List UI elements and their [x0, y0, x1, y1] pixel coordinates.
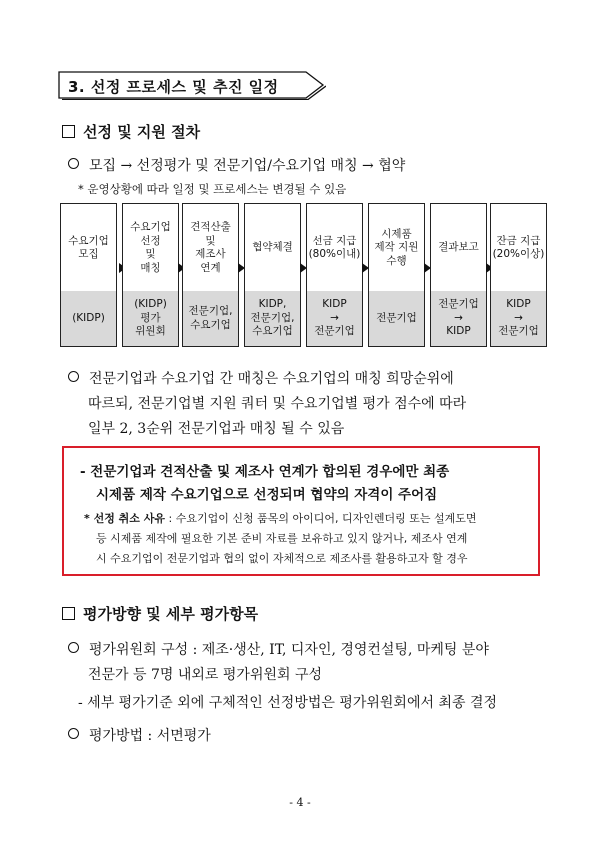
step-top: 시제품 제작 지원 수행 — [368, 203, 425, 293]
condition-line-1: - 전문기업과 견적산출 및 제조사 연계가 합의된 경우에만 최종 — [80, 464, 450, 480]
step-top: 협약체결 — [244, 203, 301, 293]
circle-bullet-icon — [68, 158, 79, 169]
page-number: - 4 - — [289, 796, 311, 809]
process-step-5 — [306, 203, 363, 347]
section-title: 3. 선정 프로세스 및 추진 일정 — [68, 78, 279, 96]
process-step-3 — [182, 203, 239, 347]
matching-line-2: 따르되, 전문기업별 지원 쿼터 및 수요기업별 평가 점수에 따라 — [88, 396, 467, 412]
cancel-reason-line-2: 등 시제품 제작에 필요한 기본 준비 자료를 보유하고 있지 않거나, 제조사 연계 — [96, 532, 468, 545]
step-bottom: 전문기업 → KIDP — [430, 291, 487, 347]
flow-line: 모집 → 선정평가 및 전문기업/수요기업 매칭 → 협약 — [68, 155, 405, 175]
process-step-8 — [490, 203, 547, 347]
process-step-4 — [244, 203, 301, 347]
square-bullet-icon — [62, 607, 75, 620]
step-top: 잔금 지급 (20%이상) — [490, 203, 547, 293]
step-bottom: KIDP → 전문기업 — [490, 291, 547, 347]
square-bullet-icon — [62, 125, 75, 138]
committee-line-1: 평가위원회 구성 : 제조·생산, IT, 디자인, 경영컨설팅, 마케팅 분야 — [68, 639, 489, 659]
process-step-7 — [430, 203, 487, 347]
condition-line-2: 시제품 제작 수요기업으로 선정되며 협약의 자격이 주어짐 — [96, 487, 438, 503]
circle-bullet-icon — [68, 371, 79, 382]
schedule-note: * 운영상황에 따라 일정 및 프로세스는 변경될 수 있음 — [78, 182, 347, 196]
cancel-reason-line-1: * 선정 취소 사유 : 수요기업이 신청 품목의 아이디어, 디자인렌더링 또는 설계도면 — [84, 512, 477, 525]
step-top: 선금 지급 (80%이내) — [306, 203, 363, 293]
process-step-1 — [60, 203, 117, 347]
step-top: 견적산출 및 제조사 연계 — [182, 203, 239, 293]
step-bottom: (KIDP) 평가 위원회 — [122, 291, 179, 347]
step-bottom: 전문기업 — [368, 291, 425, 347]
circle-bullet-icon — [68, 642, 79, 653]
matching-line-1: 전문기업과 수요기업 간 매칭은 수요기업의 매칭 희망순위에 — [68, 368, 454, 388]
process-step-2 — [122, 203, 179, 347]
evaluation-detail-line: - 세부 평가기준 외에 구체적인 선정방법은 평가위원회에서 최종 결정 — [78, 695, 498, 711]
section-heading — [58, 70, 326, 100]
cancel-reason-line-3: 시 수요기업이 전문기업과 협의 없이 자체적으로 제조사를 활용하고자 할 경우 — [96, 552, 468, 565]
step-top: 결과보고 — [430, 203, 487, 293]
evaluation-method-line: 평가방법 : 서면평가 — [68, 725, 211, 745]
cancel-reason-label: * 선정 취소 사유 — [84, 512, 165, 525]
selection-heading: 선정 및 지원 절차 — [62, 121, 200, 142]
evaluation-heading: 평가방향 및 세부 평가항목 — [62, 603, 258, 624]
committee-line-2: 전문가 등 7명 내외로 평가위원회 구성 — [88, 667, 323, 683]
step-top: 수요기업 모집 — [60, 203, 117, 293]
step-bottom: KIDP, 전문기업, 수요기업 — [244, 291, 301, 347]
step-top: 수요기업 선정 및 매칭 — [122, 203, 179, 293]
matching-line-3: 일부 2, 3순위 전문기업과 매칭 될 수 있음 — [88, 421, 345, 437]
step-bottom: KIDP → 전문기업 — [306, 291, 363, 347]
process-step-6 — [368, 203, 425, 347]
step-bottom: 전문기업, 수요기업 — [182, 291, 239, 347]
circle-bullet-icon — [68, 728, 79, 739]
step-bottom: (KIDP) — [60, 291, 117, 347]
